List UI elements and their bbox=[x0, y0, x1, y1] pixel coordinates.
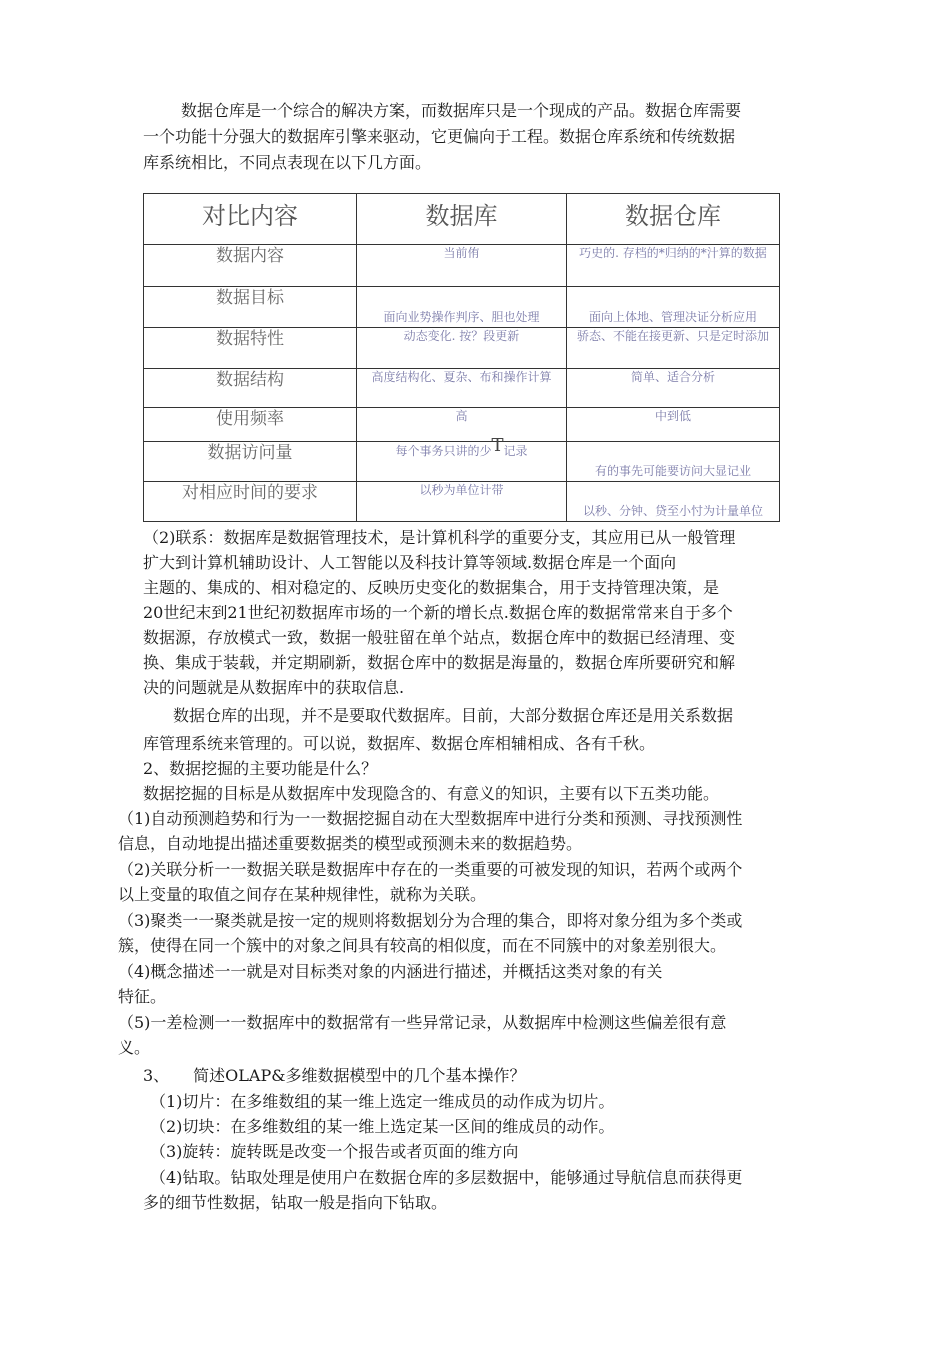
cell-data-warehouse: 简单、适合分析 bbox=[567, 369, 780, 408]
question-3: 3、 简述OLAP&多维数据模型中的几个基本操作？ bbox=[143, 1066, 526, 1085]
table-row bbox=[144, 287, 780, 328]
body-line-1: （2)联系：数据库是数据管理技术，是计算机科学的重要分支，其应用已从一般管理 bbox=[143, 528, 736, 547]
row-label: 数据目标 bbox=[144, 287, 357, 328]
table-row bbox=[144, 369, 780, 408]
body-line-19: 特征。 bbox=[118, 987, 167, 1006]
row-label: 对相应时间的要求 bbox=[144, 482, 357, 522]
table-row bbox=[144, 442, 780, 482]
body-line-11: 数据挖掘的目标是从数据库中发现隐含的、有意义的知识，主要有以下五类功能。 bbox=[143, 784, 720, 803]
cell-data-warehouse: 骄态、不能在接更新、只是定时添加 bbox=[567, 328, 780, 369]
row-label: 数据特性 bbox=[144, 328, 357, 369]
question-2: 2、数据挖掘的主要功能是什么？ bbox=[143, 759, 378, 778]
body-line-15: 以上变量的取值之间存在某种规律性，就称为关联。 bbox=[118, 885, 487, 904]
row-label: 数据结构 bbox=[144, 369, 357, 408]
intro-line-3: 库系统相比，不同点表现在以下几方面。 bbox=[143, 153, 432, 172]
cell-database: 以秒为单位计带 bbox=[357, 482, 567, 522]
body-line-4: 20世纪末到21世纪初数据库市场的一个新的增长点.数据仓库的数据常常来自于多个 bbox=[143, 603, 733, 622]
table-header-row bbox=[144, 194, 780, 245]
body-line-7: 决的问题就是从数据库中的获取信息. bbox=[143, 678, 405, 697]
cell-database: 高 bbox=[357, 408, 567, 442]
comparison-table bbox=[143, 193, 780, 522]
header-compare-content: 对比内容 bbox=[144, 194, 357, 245]
body-line-13: 信息，自动地提出描述重要数据类的模型或预测未来的数据趋势。 bbox=[118, 834, 583, 853]
cell-database-text-end: 记录 bbox=[503, 444, 528, 458]
table-row bbox=[144, 328, 780, 369]
cell-database: 动态变化. 按？段更新 bbox=[357, 328, 567, 369]
table-row bbox=[144, 482, 780, 522]
body-line-16: （3)聚类一一聚类就是按一定的规则将数据划分为合理的集合，即将对象分组为多个类或 bbox=[118, 911, 743, 930]
body-line-8: 数据仓库的出现，并不是要取代数据库。目前，大部分数据仓库还是用关系数据 bbox=[173, 706, 734, 725]
cell-database: 高度结构化、夏杂、布和操作计算 bbox=[357, 369, 567, 408]
body-line-23: （1)切片：在多维数组的某一维上选定一维成员的动作成为切片。 bbox=[150, 1092, 615, 1111]
table-row bbox=[144, 408, 780, 442]
cell-data-warehouse: 中到低 bbox=[567, 408, 780, 442]
body-line-18: （4)概念描述一一就是对目标类对象的内涵进行描述，并概括这类对象的有关 bbox=[118, 962, 663, 981]
body-line-24: （2)切块：在多维数组的某一维上选定某一区间的维成员的动作。 bbox=[150, 1117, 615, 1136]
row-label: 数据访问量 bbox=[144, 442, 357, 482]
row-label: 使用频率 bbox=[144, 408, 357, 442]
cell-data-warehouse: 以秒、分钟、贷至小忖为计量单位 bbox=[567, 482, 780, 522]
cell-database bbox=[357, 435, 567, 482]
intro-line-1: 数据仓库是一个综合的解决方案，而数据库只是一个现成的产品。数据仓库需要 bbox=[181, 101, 742, 120]
body-line-5: 数据源，存放模式一致，数据一般驻留在单个站点，数据仓库中的数据已经清理、变 bbox=[143, 628, 736, 647]
table-row bbox=[144, 245, 780, 287]
header-data-warehouse: 数据仓库 bbox=[567, 194, 780, 245]
body-line-6: 换、集成于装载，并定期刷新，数据仓库中的数据是海量的，数据仓库所要研究和解 bbox=[143, 653, 736, 672]
cell-database: 面向业势操作判序、胆也处理 bbox=[357, 287, 567, 328]
row-label: 数据内容 bbox=[144, 245, 357, 287]
body-line-26: （4)钻取。钻取处理是使用户在数据仓库的多层数据中，能够通过导航信息而获得更 bbox=[150, 1168, 743, 1187]
body-line-2: 扩大到计算机辅助设计、人工智能以及科技计算等领域.数据仓库是一个面向 bbox=[143, 553, 677, 572]
cell-database: 当前侑 bbox=[357, 245, 567, 287]
body-line-21: 义。 bbox=[118, 1038, 151, 1057]
body-line-9: 库管理系统来管理的。可以说，数据库、数据仓库相辅相成、各有千秋。 bbox=[143, 734, 656, 753]
body-line-17: 簇，使得在同一个簇中的对象之间具有较高的相似度，而在不同簇中的对象差别很大。 bbox=[118, 936, 727, 955]
cell-data-warehouse: 有的事先可能要访问大显记业 bbox=[567, 442, 780, 482]
body-line-20: （5)一差检测一一数据库中的数据常有一些异常记录，从数据库中检测这些偏差很有意 bbox=[118, 1013, 727, 1032]
body-line-25: （3)旋转：旋转既是改变一个报告或者页面的维方向 bbox=[150, 1142, 519, 1161]
body-line-14: （2)关联分析一一数据关联是数据库中存在的一类重要的可被发现的知识，若两个或两个 bbox=[118, 860, 743, 879]
body-line-12: （1)自动预测趋势和行为一一数据挖掘自动在大型数据库中进行分类和预测、寻找预测性 bbox=[118, 809, 743, 828]
cell-database-mark: T bbox=[491, 435, 504, 456]
cell-data-warehouse: 面向上体地、管理决证分析应用 bbox=[567, 287, 780, 328]
header-database: 数据库 bbox=[357, 194, 567, 245]
body-line-3: 主题的、集成的、相对稳定的、反映历史变化的数据集合，用于支持管理决策，是 bbox=[143, 578, 720, 597]
cell-database-text: 每个事务只讲的少 bbox=[395, 444, 492, 458]
cell-data-warehouse: 巧史的. 存档的*归纳的*汁算的数据 bbox=[567, 245, 780, 287]
intro-line-2: 一个功能十分强大的数据库引擎来驱动，它更偏向于工程。数据仓库系统和传统数据 bbox=[143, 127, 736, 146]
body-line-27: 多的细节性数据，钻取一般是指向下钻取。 bbox=[143, 1193, 448, 1212]
